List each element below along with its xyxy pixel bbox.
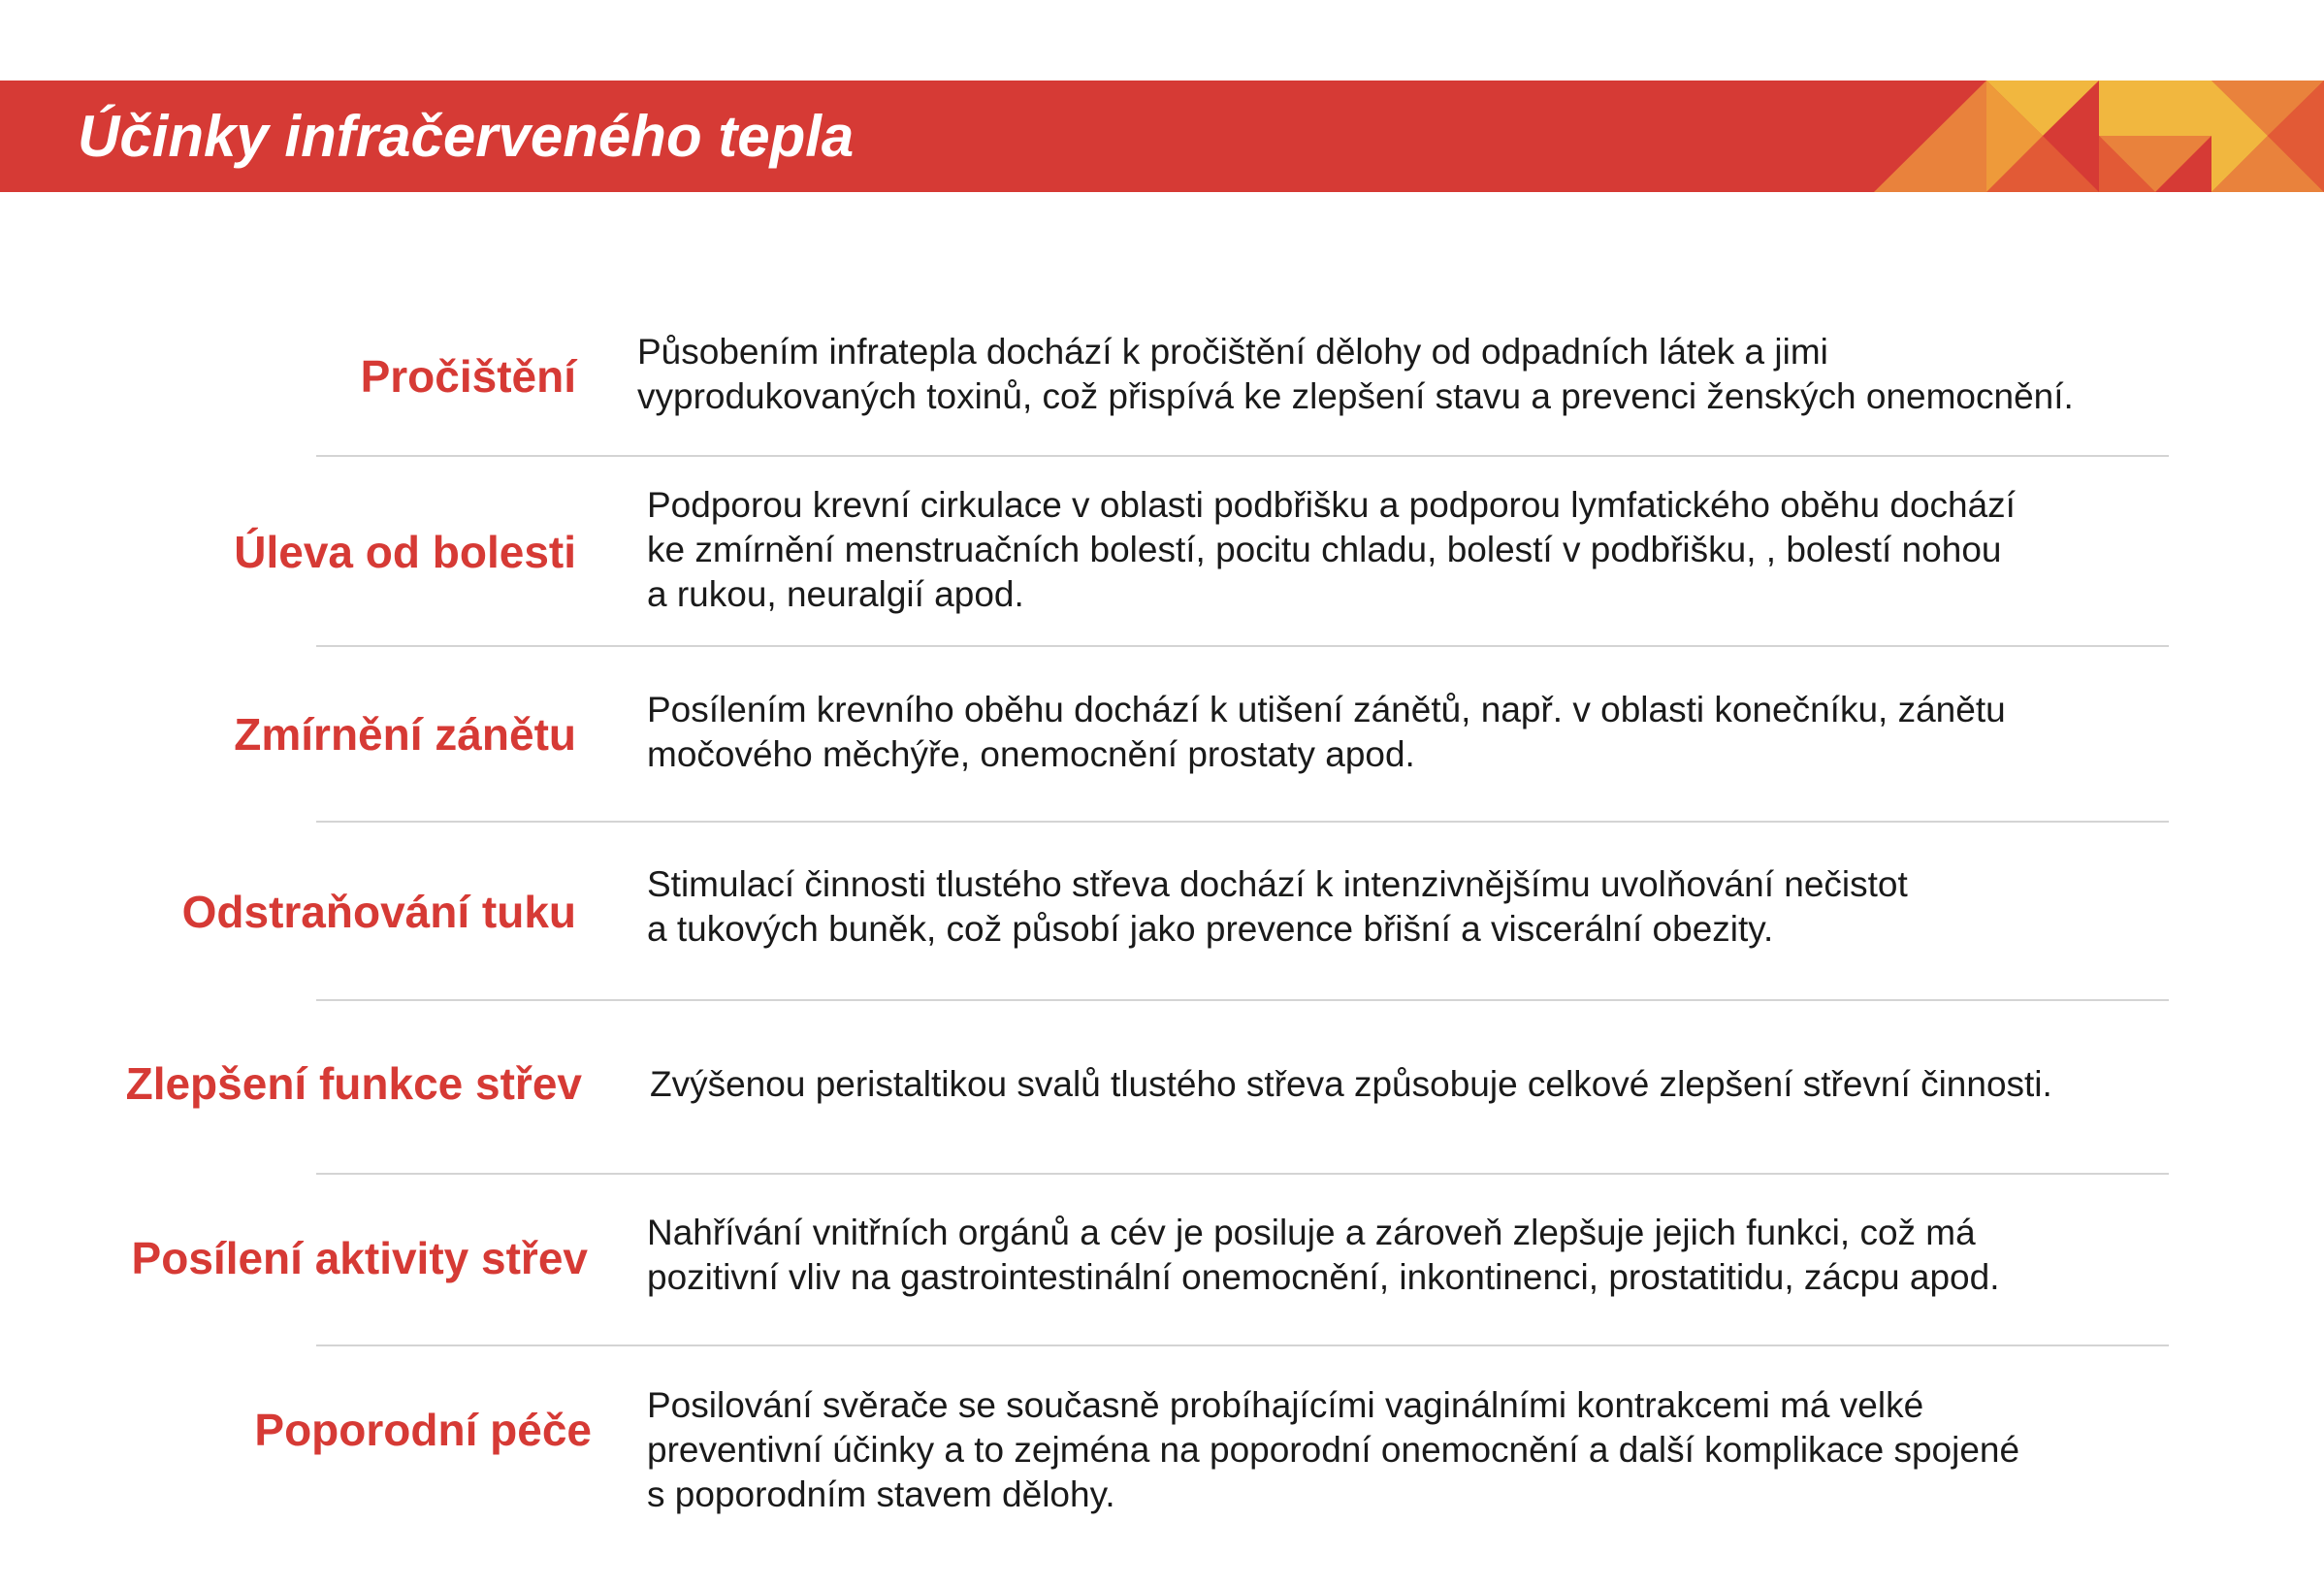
row-divider <box>316 645 2169 647</box>
item-label-zmirneni-zanetu: Zmírnění zánětu <box>234 709 576 760</box>
page-title: Účinky infračerveného tepla <box>78 104 855 169</box>
row-divider <box>316 1173 2169 1175</box>
row-divider <box>316 455 2169 457</box>
row-divider <box>316 1344 2169 1346</box>
item-description-odstranovani-tuku: Stimulací činnosti tlustého střeva dochází k intenzivnějšímu uvolňování nečistot a tukových buněk, což působí jako prevence břišní a viscerální obezity. <box>647 864 1908 949</box>
item-description-poporodni-pece: Posilování svěrače se současně probíhajícími vaginálními kontrakcemi má velké preventivní účinky a to zejména na poporodní onemocnění a další komplikace spojené s poporodním stavem dělohy. <box>647 1385 2020 1514</box>
header-banner <box>0 81 2324 192</box>
item-label-prociseni: Pročištění <box>360 351 576 402</box>
row-divider <box>316 821 2169 823</box>
item-description-uleva-od-bolesti: Podporou krevní cirkulace v oblasti podbřišku a podporou lymfatického oběhu dochází ke zmírnění menstruačních bolestí, pocitu chladu, bolestí v podbřišku, , bolestí nohou a rukou, neuralgií apod. <box>647 485 2016 614</box>
row-divider <box>316 999 2169 1001</box>
item-label-odstranovani-tuku: Odstraňování tuku <box>181 887 576 937</box>
item-label-uleva-od-bolesti: Úleva od bolesti <box>234 527 576 577</box>
triangle-pattern-decoration <box>1874 81 2324 192</box>
item-description-zmirneni-zanetu: Posílením krevního oběhu dochází k utišení zánětů, např. v oblasti konečníku, zánětu močového měchýře, onemocnění prostaty apod. <box>647 690 2006 774</box>
item-description-prociseni: Působením infratepla dochází k pročištění dělohy od odpadních látek a jimi vyprodukovaných toxinů, což přispívá ke zlepšení stavu a prevenci ženských onemocnění. <box>637 332 2074 416</box>
item-label-zlepseni-funkce-strev: Zlepšení funkce střev <box>125 1058 582 1109</box>
item-label-posileni-aktivity-strev: Posílení aktivity střev <box>131 1233 588 1283</box>
item-label-poporodni-pece: Poporodní péče <box>254 1405 592 1455</box>
item-description-posileni-aktivity-strev: Nahřívání vnitřních orgánů a cév je posiluje a zároveň zlepšuje jejich funkci, což má pozitivní vliv na gastrointestinální onemocnění, inkontinenci, prostatitidu, zácpu apod. <box>647 1213 2000 1297</box>
item-description-zlepseni-funkce-strev: Zvýšenou peristaltikou svalů tlustého střeva způsobuje celkové zlepšení střevní činnosti. <box>650 1064 2052 1104</box>
